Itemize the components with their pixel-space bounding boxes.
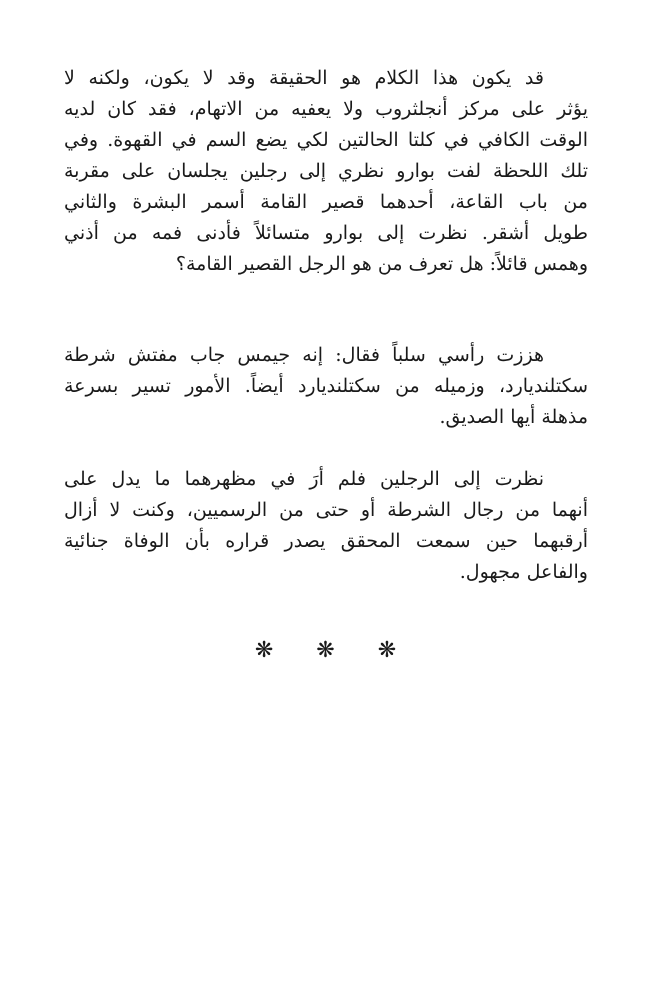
paragraph-line: وهمس قائلاً: هل تعرف من هو الرجل القصير القامة؟ — [175, 253, 588, 275]
paragraph-line: من باب القاعة، أحدهما قصير القامة أسمر البشرة والثاني — [64, 191, 588, 213]
paragraph-line: أرقبهما حين سمعت المحقق يصدر قراره بأن الوفاة جنائية — [64, 530, 588, 552]
paragraph-line: سكتلنديارد، وزميله من سكتلنديارد أيضاً. الأمور تسير بسرعة — [64, 375, 588, 397]
paragraph-line: أنهما من رجال الشرطة أو حتى من الرسميين، وكنت لا أزال — [64, 499, 588, 521]
paragraph-line: تلك اللحظة لفت بوارو نظري إلى رجلين يجلسان على مقربة — [64, 160, 588, 182]
paragraph-line: والفاعل مجهول. — [459, 561, 588, 583]
paragraph-line: يؤثر على مركز أنجلثروب ولا يعفيه من الاتهام، فقد كان لديه — [64, 98, 588, 120]
paragraph-3 — [64, 464, 588, 588]
paragraph-line: قد يكون هذا الكلام هو الحقيقة وقد لا يكون، ولكنه لا — [64, 67, 544, 89]
paragraph-line: طويل أشقر. نظرت إلى بوارو متسائلاً فأدنى فمه من أذني — [64, 222, 588, 244]
paragraph-line: هززت رأسي سلباً فقال: إنه جيمس جاب مفتش شرطة — [64, 344, 544, 366]
section-separator: ❋ ❋ ❋ — [254, 638, 415, 663]
paragraph-line: مذهلة أيها الصديق. — [439, 406, 588, 428]
paragraph-2 — [64, 340, 588, 433]
paragraph-line: الوقت الكافي في كلتا الحالتين لكي يضع السم في القهوة. وفي — [64, 129, 588, 151]
paragraph-1 — [64, 63, 588, 280]
paragraph-line: نظرت إلى الرجلين فلم أرَ في مظهرهما ما يدل على — [64, 468, 544, 490]
